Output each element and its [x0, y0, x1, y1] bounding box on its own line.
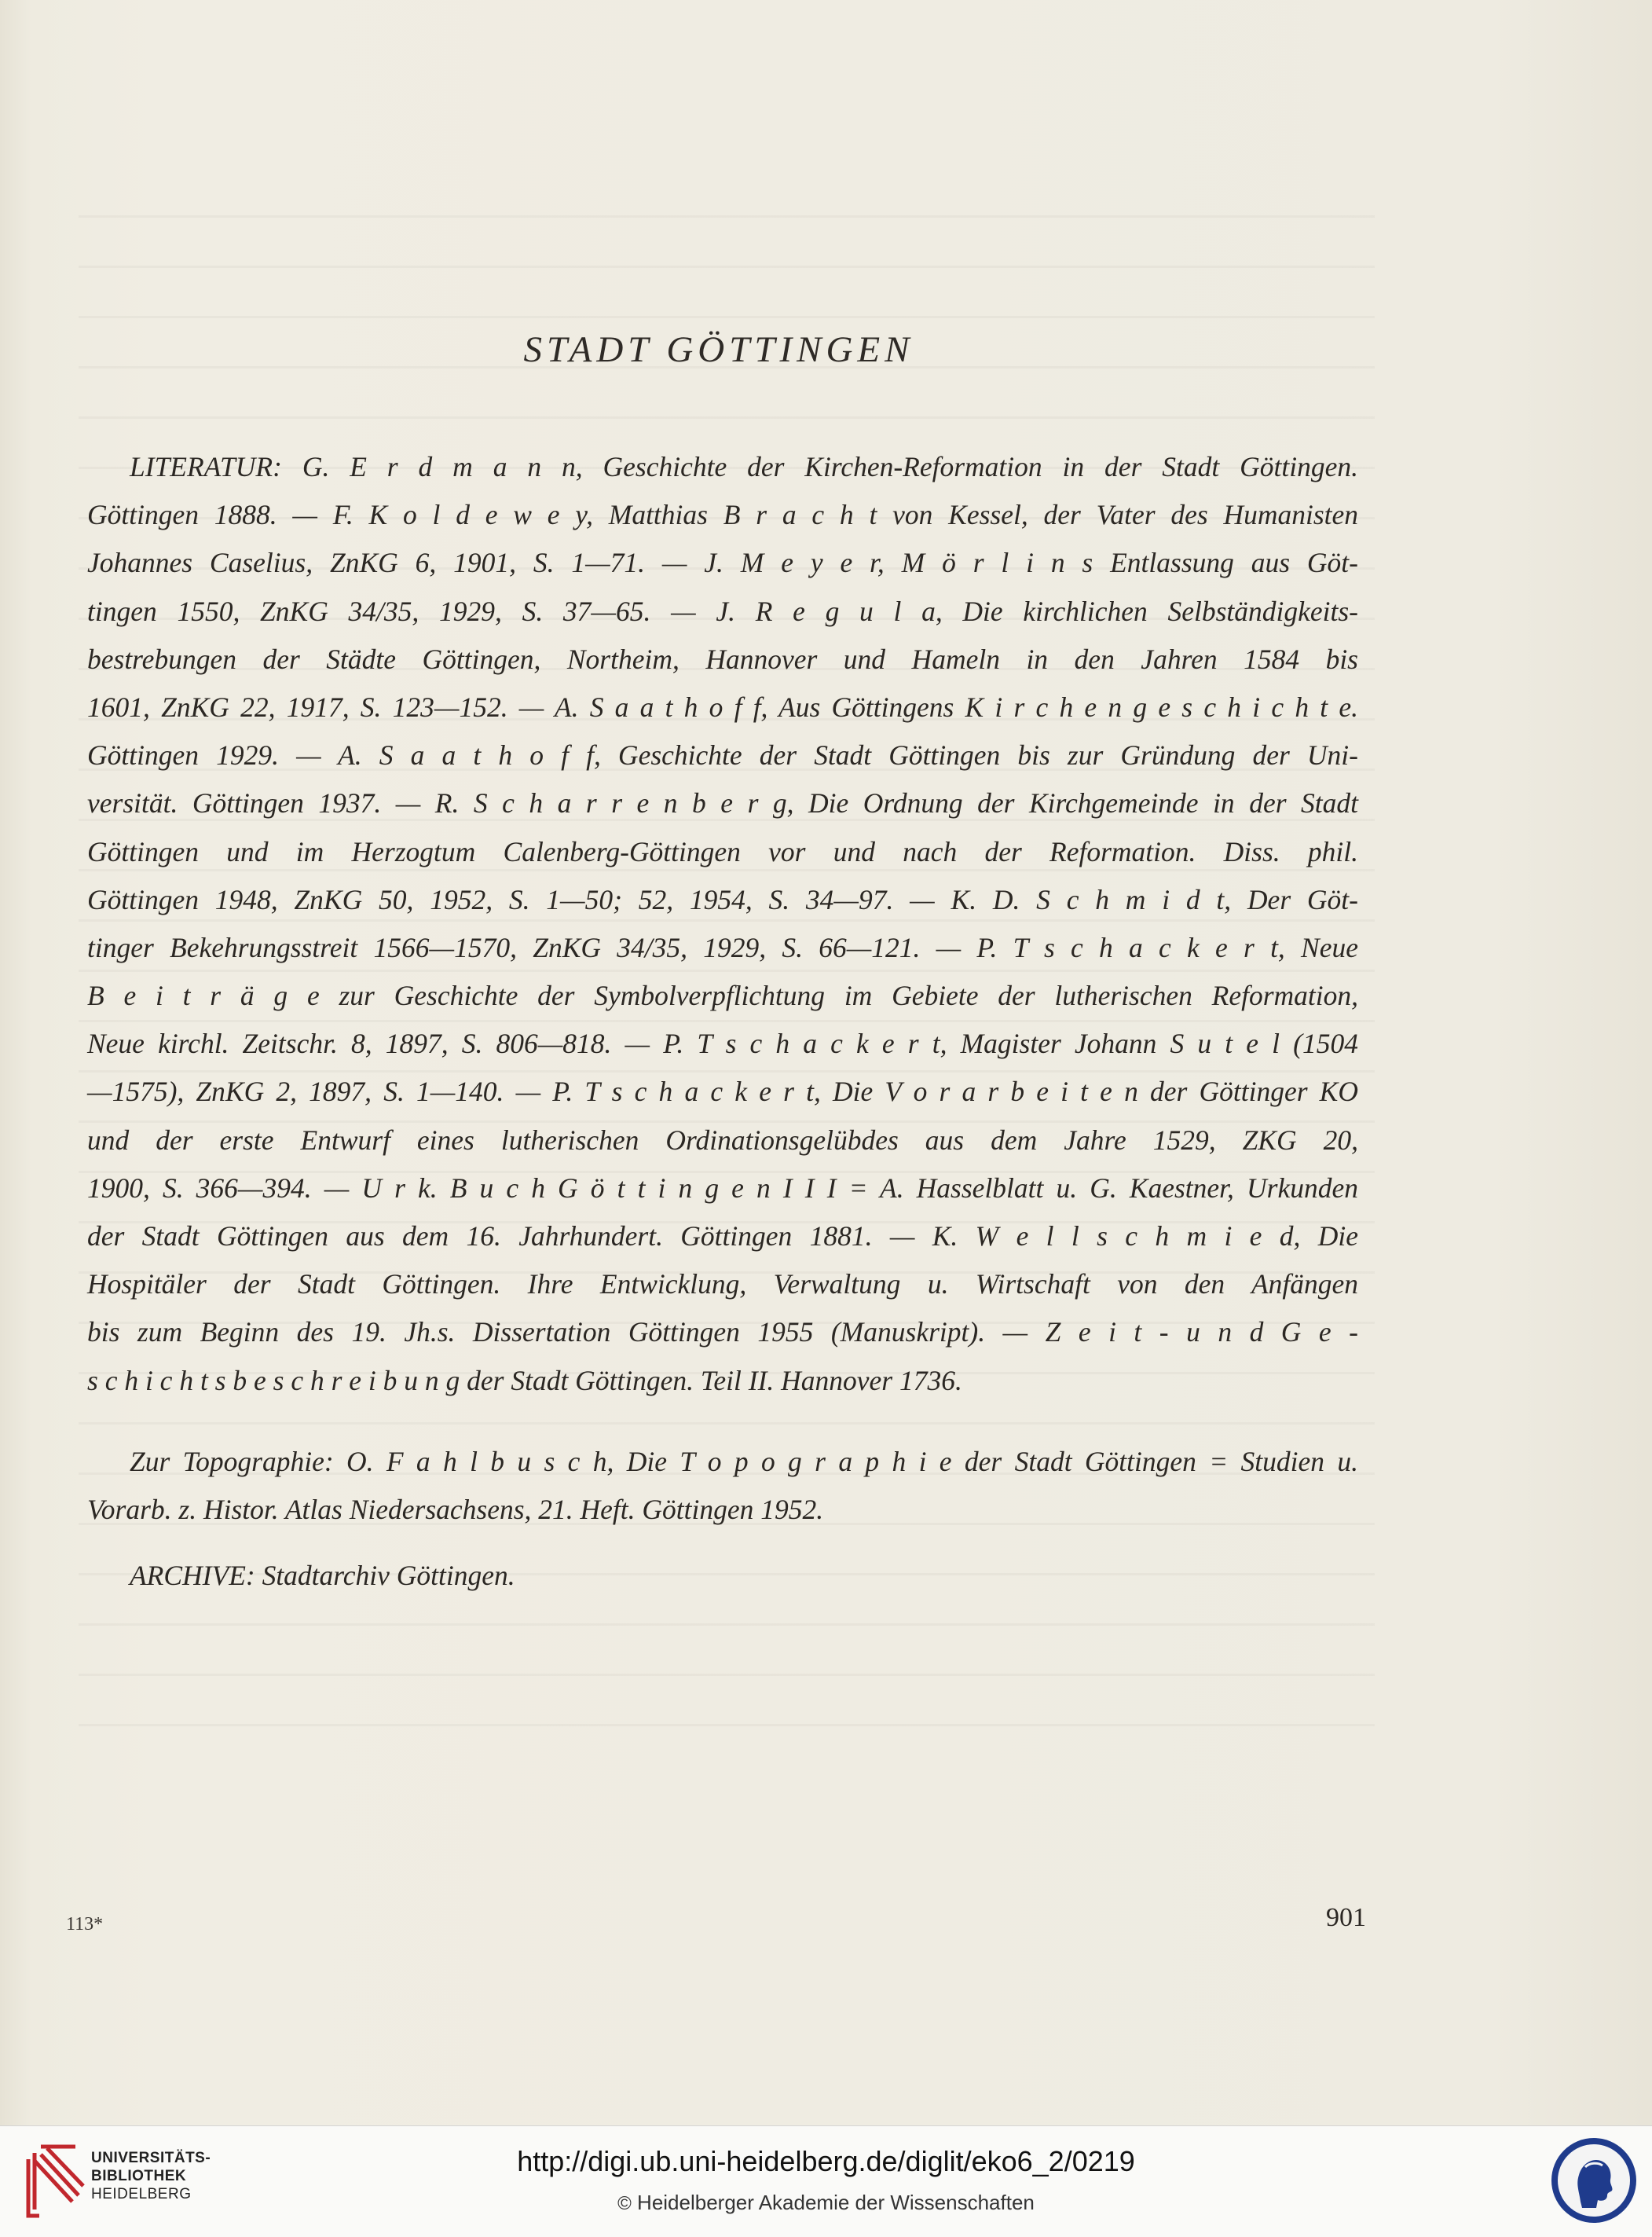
text-line: der Stadt Göttingen aus dem 16. Jahrhundert. Göttingen 1881. — K. W e l l s c h m i e d, Die	[87, 1220, 1358, 1252]
library-name-line: HEIDELBERG	[91, 2186, 192, 2202]
text-line: Johannes Caselius, ZnKG 6, 1901, S. 1—71. — J. M e y e r, M ö r l i n s Entlassung aus Göt-	[87, 547, 1358, 579]
text-line: und der erste Entwurf eines lutherischen Ordinationsgelübdes aus dem Jahre 1529, ZKG 20,	[87, 1124, 1358, 1156]
academy-seal-icon[interactable]	[1549, 2136, 1639, 2225]
digitization-footer	[0, 2125, 1652, 2237]
text-line: versität. Göttingen 1937. — R. S c h a r r e n b e r g, Die Ordnung der Kirchgemeinde in der Stadt	[87, 787, 1358, 820]
text-line: tingen 1550, ZnKG 34/35, 1929, S. 37—65. — J. R e g u l a, Die kirchlichen Selbständigkeits-	[87, 595, 1358, 627]
text-line: bestrebungen der Städte Göttingen, Northeim, Hannover und Hameln in den Jahren 1584 bis	[87, 643, 1358, 675]
text-line: B e i t r ä g e zur Geschichte der Symbolverpflichtung im Gebiete der lutherischen Reformation,	[87, 980, 1358, 1012]
page-number: 901	[1326, 1903, 1366, 1932]
copyright-text: Heidelberger Akademie der Wissenschaften	[637, 2191, 1035, 2214]
text-line: s c h i c h t s b e s c h r e i b u n g der Stadt Göttingen. Teil II. Hannover 1736.	[87, 1364, 962, 1396]
text-line: LITERATUR: G. E r d m a n n, Geschichte der Kirchen-Reformation in der Stadt Göttingen.	[130, 451, 1358, 482]
library-name-line: BIBLIOTHEK	[91, 2168, 187, 2184]
copyright-notice	[0, 2191, 1652, 2215]
literature-paragraph	[87, 443, 1358, 1405]
text-line: bis zum Beginn des 19. Jh.s. Dissertation Göttingen 1955 (Manuskript). — Z e i t - u n d G e -	[87, 1316, 1358, 1348]
library-name-line: UNIVERSITÄTS-	[91, 2150, 211, 2166]
permalink-url[interactable]: http://digi.ub.uni-heidelberg.de/diglit/eko6_2/0219	[517, 2145, 1135, 2177]
archive-line: ARCHIVE: Stadtarchiv Göttingen.	[130, 1560, 515, 1591]
text-line: Zur Topographie: O. F a h l b u s c h, Die T o p o g r a p h i e der Stadt Göttingen = Studien u.	[130, 1446, 1358, 1477]
text-line: Göttingen 1948, ZnKG 50, 1952, S. 1—50; 52, 1954, S. 34—97. — K. D. S c h m i d t, Der Göt-	[87, 883, 1358, 915]
text-line: tinger Bekehrungsstreit 1566—1570, ZnKG 34/35, 1929, S. 66—121. — P. T s c h a c k e r t, Neue	[87, 931, 1358, 963]
copyright-symbol: ©	[617, 2193, 632, 2214]
text-line: Vorarb. z. Histor. Atlas Niedersachsens, 21. Heft. Göttingen 1952.	[87, 1494, 824, 1526]
text-line: Göttingen 1888. — F. K o l d e w e y, Matthias B r a c h t von Kessel, der Vater des Humanisten	[87, 499, 1358, 531]
text-line: Neue kirchl. Zeitschr. 8, 1897, S. 806—818. — P. T s c h a c k e r t, Magister Johann S u t e l (1504	[87, 1028, 1358, 1060]
text-line: Hospitäler der Stadt Göttingen. Ihre Entwicklung, Verwaltung u. Wirtschaft von den Anfängen	[87, 1268, 1358, 1300]
text-line: 1900, S. 366—394. — U r k. B u c h G ö t t i n g e n I I I = A. Hasselblatt u. G. Kaestner, Urkunden	[87, 1172, 1358, 1204]
text-line: 1601, ZnKG 22, 1917, S. 123—152. — A. S a a t h o f f, Aus Göttingens K i r c h e n g e s c h i c h t e.	[87, 691, 1358, 723]
text-line: Göttingen und im Herzogtum Calenberg-Göttingen vor und nach der Reformation. Diss. phil.	[87, 835, 1358, 867]
text-line: Göttingen 1929. — A. S a a t h o f f, Geschichte der Stadt Göttingen bis zur Gründung der Uni-	[87, 739, 1358, 772]
page-title: STADT GÖTTINGEN	[523, 329, 914, 370]
text-line: —1575), ZnKG 2, 1897, S. 1—140. — P. T s c h a c k e r t, Die V o r a r b e i t e n der Göttinger KO	[87, 1076, 1358, 1108]
signature-mark: 113*	[66, 1914, 104, 1934]
topography-paragraph	[87, 1438, 1358, 1534]
